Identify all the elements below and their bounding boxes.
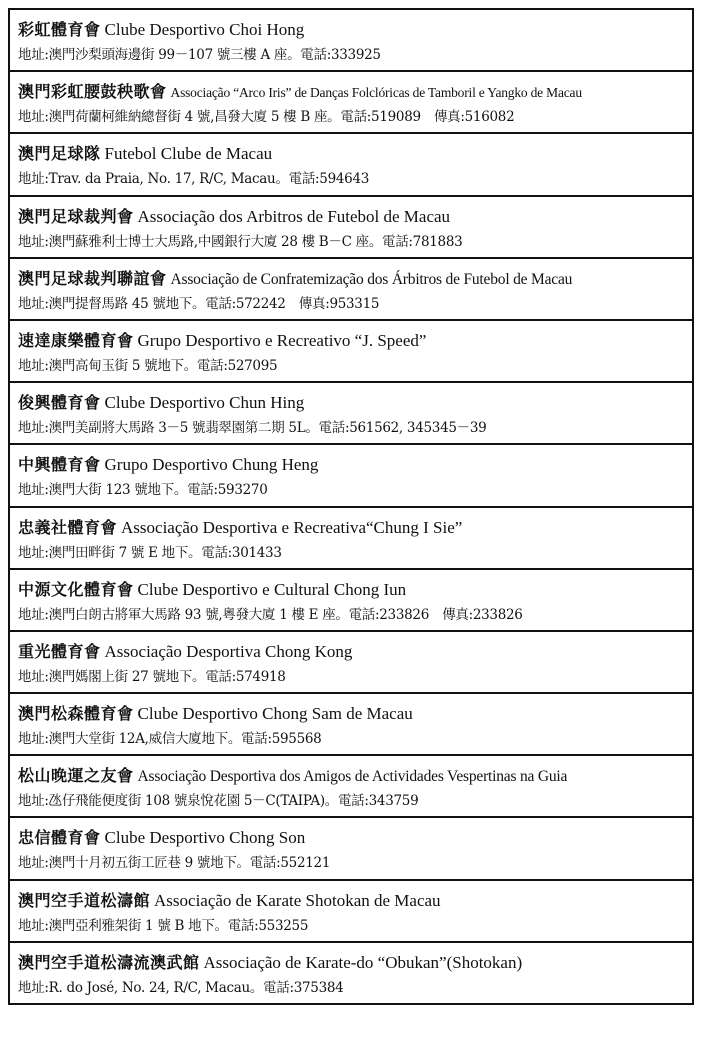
- club-chinese-name: 速達康樂體育會: [18, 330, 134, 350]
- club-portuguese-name: Associação Desportiva Chong Kong: [104, 641, 353, 661]
- list-item: [10, 383, 692, 445]
- club-chinese-name: 彩虹體育會: [18, 20, 101, 39]
- club-address-phone: 地址:澳門田畔街 7 號 E 地下。電話:301433: [18, 544, 282, 561]
- club-address-phone: 地址:澳門媽閣上街 27 號地下。電話:574918: [18, 668, 286, 685]
- club-address-phone: 地址:澳門高甸玉街 5 號地下。電話:527095: [18, 357, 278, 374]
- club-chinese-name: 澳門足球裁判會: [18, 206, 134, 226]
- list-item: [10, 10, 692, 72]
- club-portuguese-name: Grupo Desportivo e Recreativo “J. Speed”: [137, 330, 427, 350]
- club-chinese-name: 俊興體育會: [18, 393, 101, 413]
- club-portuguese-name: Futebol Clube de Macau: [104, 144, 273, 164]
- club-portuguese-name: Clube Desportivo e Cultural Chong Iun: [137, 579, 407, 599]
- club-address-phone: 地址:澳門十月初五街工匠巷 9 號地下。電話:552121: [18, 855, 331, 872]
- list-item: [10, 694, 692, 756]
- club-address-phone: 地址:澳門蘇雅利士博士大馬路,中國銀行大廈 28 樓 B－C 座。電話:781883: [18, 233, 463, 250]
- club-portuguese-name: Associação “Arco Iris” de Danças Folclóricas de Tamboril e Yangko de Macau: [170, 85, 582, 101]
- club-portuguese-name: Associação de Karate-do “Obukan”(Shotokan): [203, 952, 523, 972]
- list-item: [10, 321, 692, 383]
- club-address-phone: 地址:澳門提督馬路 45 號地下。電話:572242 傳真:953315: [18, 295, 380, 312]
- list-item: [10, 943, 692, 1005]
- club-portuguese-name: Associação Desportiva dos Amigos de Actividades Vespertinas na Guia: [137, 768, 568, 786]
- club-chinese-name: 澳門空手道松濤館: [18, 890, 151, 910]
- list-item: [10, 756, 692, 818]
- club-chinese-name: 中源文化體育會: [18, 579, 134, 599]
- club-address-phone: 地址:澳門亞利雅架街 1 號 B 地下。電話:553255: [18, 917, 309, 934]
- club-address-phone: 地址:澳門大街 123 號地下。電話:593270: [18, 482, 268, 499]
- club-portuguese-name: Clube Desportivo Chun Hing: [104, 393, 305, 413]
- list-item: [10, 197, 692, 259]
- list-item: [10, 881, 692, 943]
- list-item: [10, 570, 692, 632]
- list-item: [10, 632, 692, 694]
- club-chinese-name: 重光體育會: [18, 641, 101, 661]
- list-item: [10, 818, 692, 880]
- club-chinese-name: 忠信體育會: [18, 828, 101, 848]
- club-directory: [8, 8, 694, 1005]
- club-address-phone: 地址:澳門白朗古將軍大馬路 93 號,粵發大廈 1 樓 E 座。電話:233826 傳真:233826: [18, 606, 523, 623]
- list-item: [10, 445, 692, 507]
- club-address-phone: 地址:Trav. da Praia, No. 17, R/C, Macau。電話:594643: [18, 171, 370, 188]
- club-chinese-name: 忠義社體育會: [18, 517, 118, 537]
- list-item: [10, 508, 692, 570]
- club-chinese-name: 松山晚運之友會: [18, 766, 134, 786]
- club-address-phone: 地址:澳門荷蘭柯維納總督街 4 號,昌發大廈 5 樓 B 座。電話:519089 傳真:516082: [18, 109, 515, 126]
- club-address-phone: 地址:澳門大堂街 12A,威信大廈地下。電話:595568: [18, 731, 322, 748]
- club-chinese-name: 澳門空手道松濤流澳武館: [18, 952, 200, 972]
- club-chinese-name: 澳門松森體育會: [18, 704, 134, 724]
- club-chinese-name: 中興體育會: [18, 455, 101, 475]
- club-address-phone: 地址:澳門沙梨頭海邊街 99－107 號三樓 A 座。電話:333925: [18, 47, 381, 63]
- list-item: [10, 134, 692, 196]
- club-portuguese-name: Clube Desportivo Chong Sam de Macau: [137, 704, 413, 724]
- club-portuguese-name: Clube Desportivo Chong Son: [104, 828, 306, 848]
- club-address-phone: 地址:氹仔飛能便度街 108 號泉悅花園 5－C(TAIPA)。電話:343759: [18, 793, 419, 810]
- club-chinese-name: 澳門足球隊: [18, 144, 101, 164]
- club-address-phone: 地址:澳門美副將大馬路 3－5 號翡翠園第二期 5L。電話:561562, 345345－39: [18, 420, 487, 437]
- club-portuguese-name: Associação dos Arbitros de Futebol de Macau: [137, 206, 451, 226]
- club-portuguese-name: Grupo Desportivo Chung Heng: [104, 455, 319, 475]
- club-chinese-name: 澳門彩虹腰鼓秧歌會: [18, 82, 167, 102]
- club-portuguese-name: Clube Desportivo Choi Hong: [104, 20, 305, 39]
- club-portuguese-name: Associação de Confratemização dos Árbitros de Futebol de Macau: [170, 270, 573, 288]
- list-item: [10, 259, 692, 321]
- club-portuguese-name: Associação Desportiva e Recreativa“Chung I Sie”: [121, 517, 463, 537]
- club-portuguese-name: Associação de Karate Shotokan de Macau: [154, 890, 441, 910]
- list-item: [10, 72, 692, 134]
- club-chinese-name: 澳門足球裁判聯誼會: [18, 268, 167, 288]
- club-address-phone: 地址:R. do José, No. 24, R/C, Macau。電話:375384: [18, 979, 344, 996]
